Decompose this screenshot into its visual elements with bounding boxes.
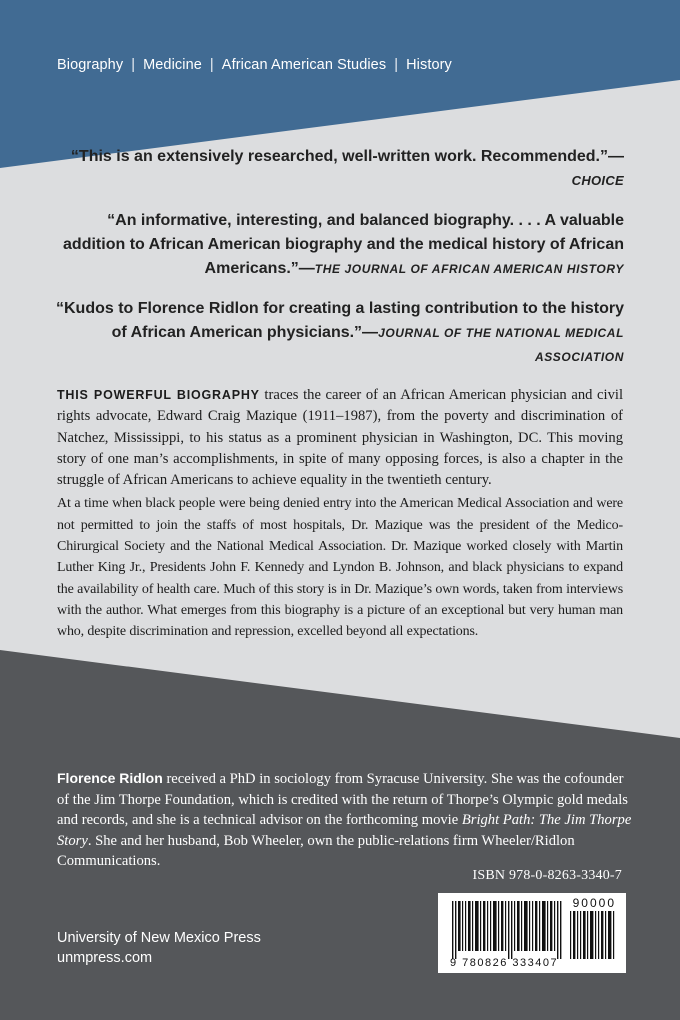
bio-text: received a PhD in sociology from Syracuse University. She was the cofounder of the Jim Thorpe Foundation, which is credited with the return of Thorpe’s Olympic gold medals and records, and she is a technical advisor on the forthcoming movie bbox=[57, 771, 628, 828]
quote-source: THE JOURNAL OF AFRICAN AMERICAN HISTORY bbox=[314, 262, 624, 276]
quote-source: JOURNAL OF THE NATIONAL MEDICAL ASSOCIATION bbox=[378, 326, 624, 364]
publisher-url: unmpress.com bbox=[57, 950, 153, 966]
description-lead: THIS POWERFUL BIOGRAPHY bbox=[57, 388, 260, 402]
category-separator: | bbox=[209, 57, 214, 73]
isbn: ISBN 978-0-8263-3340-7 bbox=[472, 868, 622, 883]
barcode bbox=[438, 893, 626, 973]
price-code: 90000 bbox=[572, 896, 616, 910]
review-quotes bbox=[44, 145, 624, 385]
bio-text: . She and her husband, Bob Wheeler, own the public-relations firm Wheeler/Ridlon Communications. bbox=[57, 832, 575, 869]
category-separator: | bbox=[394, 57, 399, 73]
quote-text: “Kudos to Florence Ridlon for creating a lasting contribution to the history of African American physicians.”— bbox=[55, 300, 624, 341]
review-quote bbox=[44, 297, 624, 369]
review-quote bbox=[44, 209, 624, 281]
quote-text: “This is an extensively researched, well-written work. Recommended.”— bbox=[70, 148, 624, 165]
book-description bbox=[57, 385, 623, 643]
category-separator: | bbox=[131, 57, 136, 73]
barcode-number: 9 780826 333407 bbox=[450, 957, 559, 969]
category-list bbox=[57, 57, 452, 73]
publisher-name: University of New Mexico Press bbox=[57, 930, 261, 946]
quote-source: CHOICE bbox=[571, 173, 624, 188]
description-paragraph: At a time when black people were being denied entry into the American Medical Association and were not permitted to join the staffs of most hospitals, Dr. Mazique was the president of the Medico-Chirurgical Society and the National Medical Association. Dr. Mazique worked closely with Martin Luther King Jr., Presidents John F. Kennedy and Lyndon B. Johnson, and black physicians to expand the availability of health care. Much of this story is in Dr. Mazique’s own words, taken from interviews with the author. What emerges from this biography is a picture of an exceptional but very human man who, despite discrimination and repression, excelled beyond all expectations. bbox=[57, 496, 623, 640]
film-title: Bright Path: The Jim Thorpe Story bbox=[57, 812, 632, 849]
publisher-info bbox=[57, 928, 261, 968]
category-item: African American Studies bbox=[221, 57, 387, 73]
review-quote bbox=[44, 145, 624, 193]
description-paragraph bbox=[57, 385, 623, 491]
category-item: History bbox=[406, 57, 452, 73]
category-item: Biography bbox=[57, 57, 124, 73]
category-item: Medicine bbox=[143, 57, 202, 73]
description-text: traces the career of an African American physician and civil rights advocate, Edward Craig Mazique (1911–1987), from the poverty and discrimination of Natchez, Mississippi, to his status as a prominent physician in Washington, DC. This moving story of one man’s accomplishments, in spite of many opposing forces, is also a chapter in the struggle of African Americans to achieve equality in the twentieth century. bbox=[57, 387, 623, 489]
author-name: Florence Ridlon bbox=[57, 770, 163, 786]
quote-text: “An informative, interesting, and balanced biography. . . . A valuable addition to African American biography and the medical history of African Americans.”— bbox=[63, 212, 624, 277]
author-bio bbox=[57, 768, 632, 872]
